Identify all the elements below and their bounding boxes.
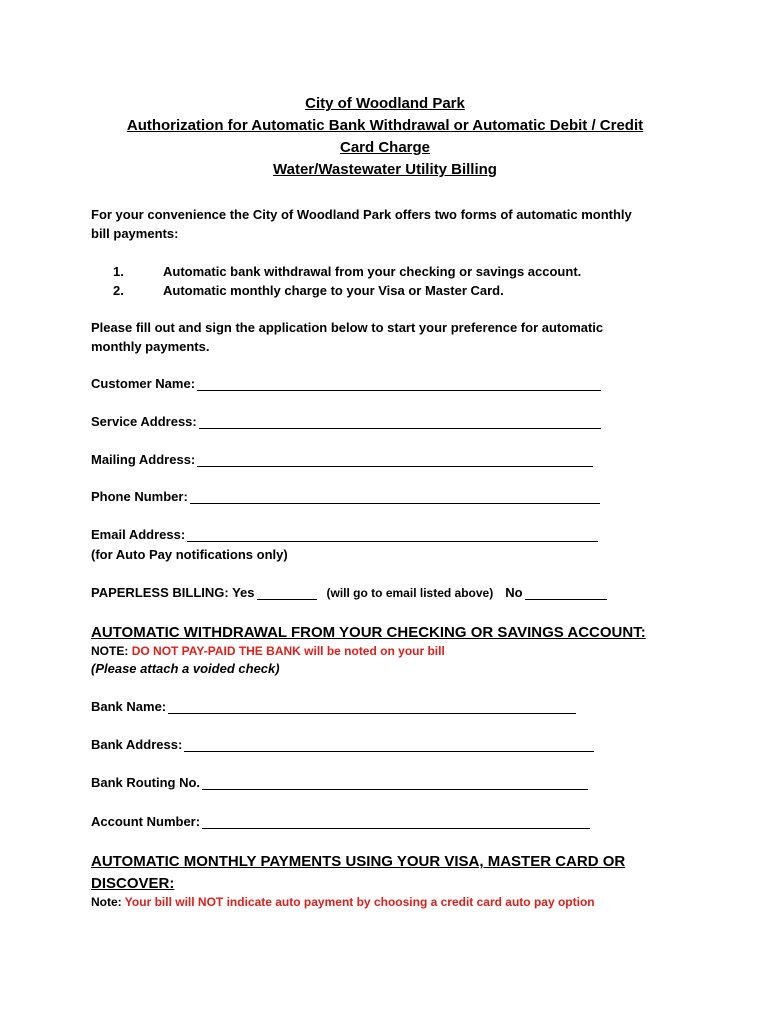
service-address-field: [91, 414, 601, 429]
list-number: 1.: [113, 264, 124, 279]
card-heading-line-1: AUTOMATIC MONTHLY PAYMENTS USING YOUR VISA, MASTER CARD OR: [91, 853, 626, 870]
list-number: 2.: [113, 283, 124, 298]
paperless-yes-input[interactable]: [257, 585, 317, 600]
paperless-billing-field: [91, 585, 607, 600]
bank-address-field: [91, 737, 594, 752]
customer-name-label: Customer Name:: [91, 376, 196, 391]
email-address-input[interactable]: [187, 527, 598, 542]
paperless-no-label: No: [505, 585, 523, 600]
title-city: City of Woodland Park: [305, 95, 465, 112]
intro-line-2: bill payments:: [91, 226, 179, 241]
paperless-no-input[interactable]: [525, 585, 607, 600]
routing-number-input[interactable]: [202, 775, 588, 790]
instructions-paragraph: [91, 318, 603, 356]
intro-paragraph: [91, 205, 632, 243]
email-address-label: Email Address:: [91, 527, 186, 542]
voided-check-instruction: (Please attach a voided check): [91, 661, 280, 676]
phone-number-input[interactable]: [190, 489, 600, 504]
mailing-address-field: [91, 452, 593, 467]
paperless-email-note: (will go to email listed above): [326, 586, 494, 600]
bank-address-input[interactable]: [184, 737, 594, 752]
bank-note: [91, 643, 445, 659]
card-note-text: Your bill will NOT indicate auto payment by choosing a credit card auto pay option: [124, 895, 595, 909]
service-address-input[interactable]: [199, 414, 601, 429]
list-text: Automatic monthly charge to your Visa or Master Card.: [163, 283, 504, 298]
form-title: [0, 93, 770, 181]
title-card-charge: Card Charge: [339, 139, 431, 156]
card-note-label: Note:: [91, 895, 122, 909]
bank-name-field: [91, 699, 576, 714]
bank-name-label: Bank Name:: [91, 699, 167, 714]
card-heading-line-2: DISCOVER:: [91, 875, 175, 892]
title-utility-billing: Water/Wastewater Utility Billing: [273, 161, 497, 178]
routing-number-field: [91, 775, 588, 790]
card-note: [91, 894, 595, 910]
customer-name-field: [91, 376, 601, 391]
list-text: Automatic bank withdrawal from your checking or savings account.: [163, 264, 582, 279]
bank-name-input[interactable]: [168, 699, 576, 714]
phone-number-label: Phone Number:: [91, 489, 188, 504]
instructions-line-2: monthly payments.: [91, 339, 210, 354]
list-item: [113, 281, 581, 300]
mailing-address-label: Mailing Address:: [91, 452, 196, 467]
title-authorization: Authorization for Automatic Bank Withdrawal or Automatic Debit / Credit: [126, 117, 644, 134]
payment-options-list: [113, 262, 581, 300]
email-address-field: [91, 527, 598, 542]
instructions-line-1: Please fill out and sign the application below to start your preference for automatic: [91, 320, 604, 335]
customer-name-input[interactable]: [197, 376, 601, 391]
routing-number-label: Bank Routing No.: [91, 775, 201, 790]
bank-address-label: Bank Address:: [91, 737, 183, 752]
phone-number-field: [91, 489, 600, 504]
intro-line-1: For your convenience the City of Woodland Park offers two forms of automatic monthly: [91, 207, 632, 222]
account-number-field: [91, 814, 590, 829]
paperless-label: PAPERLESS BILLING: Yes: [91, 585, 255, 600]
account-number-label: Account Number:: [91, 814, 201, 829]
service-address-label: Service Address:: [91, 414, 197, 429]
bank-note-label: NOTE:: [91, 644, 129, 658]
bank-note-text: DO NOT PAY-PAID THE BANK will be noted on your bill: [131, 644, 445, 658]
bank-section-heading: AUTOMATIC WITHDRAWAL FROM YOUR CHECKING OR SAVINGS ACCOUNT:: [91, 624, 646, 641]
email-note: (for Auto Pay notifications only): [91, 547, 288, 562]
account-number-input[interactable]: [202, 814, 590, 829]
list-item: [113, 262, 581, 281]
card-section-heading: [91, 851, 691, 895]
mailing-address-input[interactable]: [197, 452, 593, 467]
